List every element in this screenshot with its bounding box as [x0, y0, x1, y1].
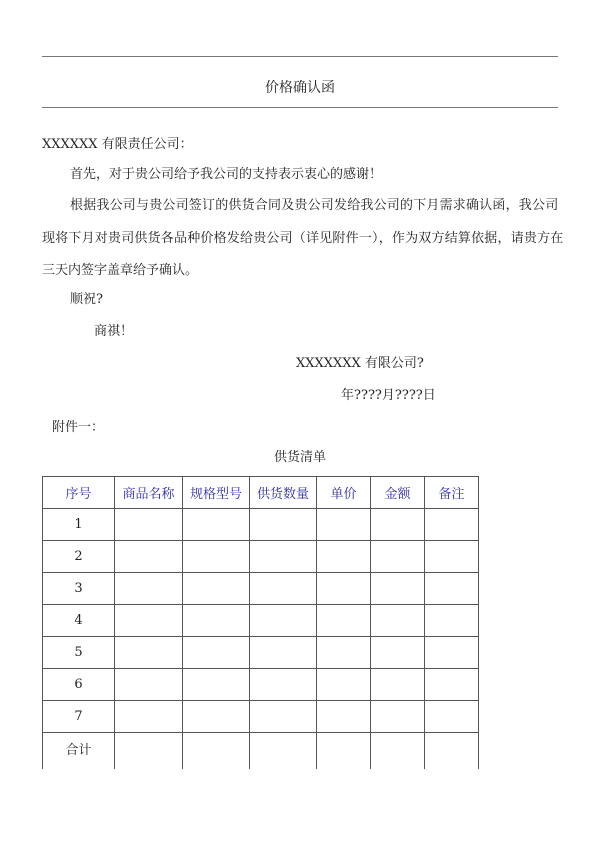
table-cell — [183, 637, 250, 669]
total-label: 合计 — [43, 733, 115, 770]
table-cell — [250, 669, 317, 701]
table-cell — [115, 637, 183, 669]
table-cell — [317, 573, 371, 605]
closing-1: 顺祝? — [70, 292, 103, 307]
supply-table — [42, 476, 479, 769]
table-cell — [371, 541, 425, 573]
table-row — [43, 509, 479, 541]
table-total-row — [43, 733, 479, 770]
table-row — [43, 701, 479, 733]
paragraph-2-line-1: 根据我公司与贵公司签订的供货合同及贵公司发给我公司的下月需求确认函，我公司 — [70, 198, 559, 213]
table-cell — [425, 573, 479, 605]
table-header-row — [43, 477, 479, 509]
closing-2: 商祺！ — [94, 324, 134, 339]
title-rule — [42, 107, 558, 108]
table-cell — [115, 573, 183, 605]
table-cell — [115, 669, 183, 701]
row-number: 4 — [43, 605, 115, 637]
table-cell — [183, 541, 250, 573]
header-cell: 规格型号 — [183, 477, 250, 509]
row-number: 2 — [43, 541, 115, 573]
table-row — [43, 669, 479, 701]
table-cell — [371, 669, 425, 701]
row-number: 6 — [43, 669, 115, 701]
paragraph-2-line-2: 现将下月对贵司供货各品种价格发给贵公司（详见附件一），作为双方结算依据，请贵方在 — [42, 231, 564, 246]
table-cell — [371, 573, 425, 605]
table-cell — [317, 637, 371, 669]
table-cell — [183, 701, 250, 733]
table-cell — [371, 637, 425, 669]
addressee: XXXXXX 有限责任公司： — [42, 137, 193, 152]
table-cell — [183, 509, 250, 541]
table-cell — [183, 605, 250, 637]
header-cell: 备注 — [425, 477, 479, 509]
table-cell — [115, 509, 183, 541]
table-cell — [317, 605, 371, 637]
paragraph-2-line-3: 三天内签字盖章给予确认。 — [42, 263, 199, 278]
table-cell — [425, 733, 479, 770]
table-cell — [183, 573, 250, 605]
header-cell: 商品名称 — [115, 477, 183, 509]
table-cell — [425, 541, 479, 573]
table-cell — [371, 509, 425, 541]
table-cell — [250, 509, 317, 541]
attachment-label: 附件一： — [52, 420, 105, 435]
table-cell — [425, 701, 479, 733]
table-cell — [250, 573, 317, 605]
table-cell — [115, 733, 183, 770]
row-number: 5 — [43, 637, 115, 669]
table-cell — [250, 605, 317, 637]
table-cell — [317, 541, 371, 573]
table-cell — [317, 733, 371, 770]
table-cell — [371, 605, 425, 637]
top-rule — [42, 56, 558, 57]
table-cell — [317, 669, 371, 701]
document-title: 价格确认函 — [265, 80, 335, 96]
table-row — [43, 605, 479, 637]
table-title: 供货清单 — [273, 450, 326, 465]
row-number: 1 — [43, 509, 115, 541]
table-cell — [250, 701, 317, 733]
table-row — [43, 637, 479, 669]
table-cell — [317, 701, 371, 733]
table-cell — [317, 509, 371, 541]
table-cell — [183, 733, 250, 770]
table-cell — [425, 605, 479, 637]
table-cell — [250, 637, 317, 669]
table-row — [43, 573, 479, 605]
paragraph-1: 首先，对于贵公司给予我公司的支持表示衷心的感谢！ — [70, 167, 383, 182]
header-cell: 金额 — [371, 477, 425, 509]
row-number: 3 — [43, 573, 115, 605]
table-cell — [250, 733, 317, 770]
table-cell — [425, 637, 479, 669]
header-cell: 序号 — [43, 477, 115, 509]
date: 年????月????日 — [341, 388, 436, 403]
table-cell — [371, 733, 425, 770]
table-cell — [250, 541, 317, 573]
table-cell — [115, 541, 183, 573]
table-cell — [425, 509, 479, 541]
table-cell — [183, 669, 250, 701]
table-row — [43, 541, 479, 573]
table-cell — [115, 701, 183, 733]
signature: XXXXXXX 有限公司? — [296, 356, 424, 371]
header-cell: 单价 — [317, 477, 371, 509]
table-cell — [371, 701, 425, 733]
row-number: 7 — [43, 701, 115, 733]
table-cell — [115, 605, 183, 637]
header-cell: 供货数量 — [250, 477, 317, 509]
table-cell — [425, 669, 479, 701]
